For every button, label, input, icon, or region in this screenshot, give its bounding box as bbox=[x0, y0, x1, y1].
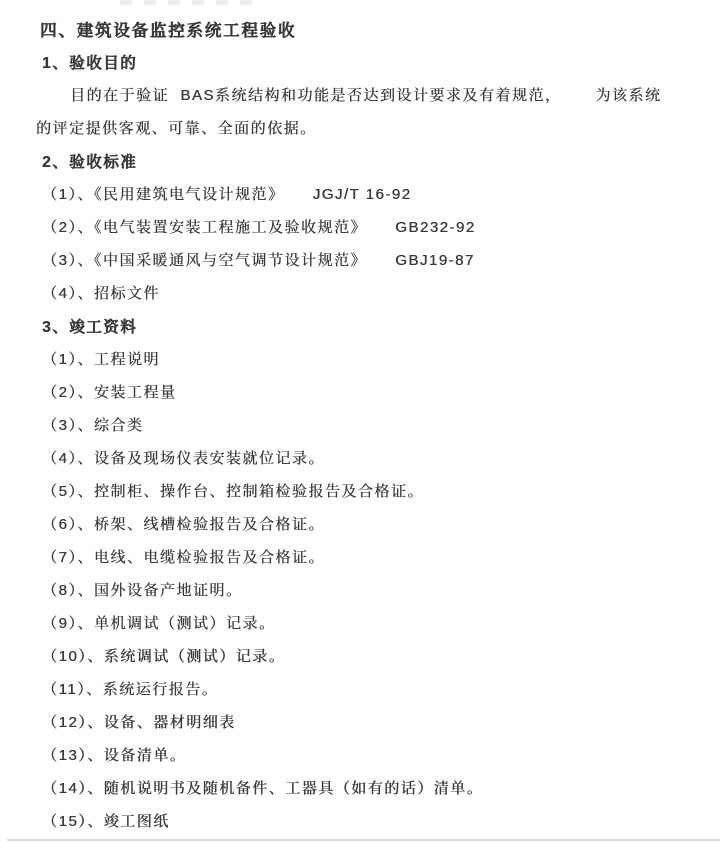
section-standards-title: 2、验收标准 bbox=[42, 153, 138, 171]
completion-docs-item: （11）、系统运行报告。 bbox=[42, 681, 219, 698]
completion-docs-item: （1）、工程说明 bbox=[42, 351, 160, 368]
doc-heading: 四、建筑设备监控系统工程验收 bbox=[40, 21, 297, 40]
standards-item: （2）、《电气装置安装工程施工及验收规范》 GB232-92 bbox=[42, 219, 476, 236]
completion-docs-item: （3）、综合类 bbox=[42, 417, 144, 434]
completion-docs-item: （12）、设备、器材明细表 bbox=[42, 714, 236, 731]
standards-item: （1）、《民用建筑电气设计规范》 JGJ/T 16-92 bbox=[42, 186, 412, 203]
purpose-paragraph-line-2: 的评定提供客观、可靠、全面的依据。 bbox=[36, 120, 317, 137]
section-completion-docs-title: 3、竣工资料 bbox=[42, 318, 138, 336]
completion-docs-item: （13）、设备清单。 bbox=[42, 747, 187, 764]
completion-docs-item: （8）、国外设备产地证明。 bbox=[42, 582, 243, 599]
section-purpose-title: 1、验收目的 bbox=[42, 54, 138, 72]
completion-docs-item: （7）、电线、电缆检验报告及合格证。 bbox=[42, 549, 325, 566]
completion-docs-item: （15）、竣工图纸 bbox=[42, 813, 170, 830]
completion-docs-item: （9）、单机调试（测试）记录。 bbox=[42, 615, 276, 632]
standards-item: （3）、《中国采暖通风与空气调节设计规范》 GBJ19-87 bbox=[42, 252, 475, 269]
completion-docs-item: （5）、控制柜、操作台、控制箱检验报告及合格证。 bbox=[42, 483, 424, 500]
cut-off-text-fragment bbox=[120, 0, 260, 5]
completion-docs-item: （6）、桥架、线槽检验报告及合格证。 bbox=[42, 516, 325, 533]
purpose-paragraph-line-1: 目的在于验证 BAS系统结构和功能是否达到设计要求及有着规范， 为该系统 bbox=[70, 87, 662, 104]
document-page bbox=[0, 12, 720, 837]
completion-docs-item: （2）、安装工程量 bbox=[42, 384, 177, 401]
completion-docs-item: （14）、随机说明书及随机备件、工器具（如有的话）清单。 bbox=[42, 780, 484, 797]
completion-docs-item: （10）、系统调试（测试）记录。 bbox=[42, 648, 286, 665]
page-bottom-divider bbox=[7, 839, 720, 841]
standards-item: （4）、招标文件 bbox=[42, 285, 160, 302]
completion-docs-item: （4）、设备及现场仪表安装就位记录。 bbox=[42, 450, 325, 467]
